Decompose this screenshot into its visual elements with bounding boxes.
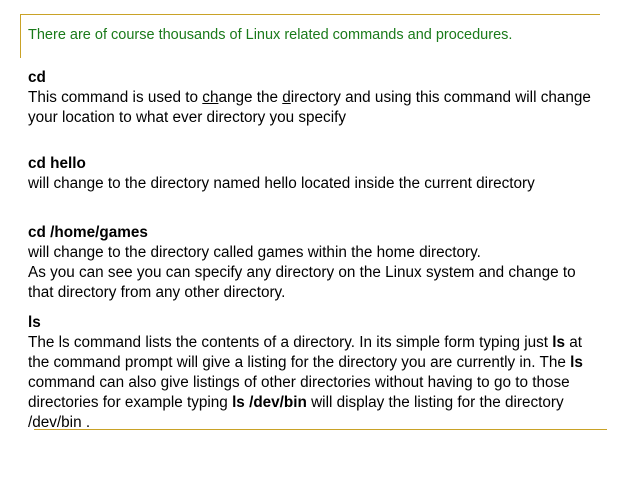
- text-run: at: [565, 334, 583, 351]
- command-heading: cd: [28, 69, 46, 86]
- text-run: your location to what ever directory you specify: [28, 109, 346, 126]
- description-line: [28, 283, 620, 303]
- bottom-rule: [34, 429, 607, 430]
- command-heading: ls: [28, 314, 41, 331]
- text-run: The ls command lists the contents of a directory. In its simple form typing just: [28, 334, 553, 351]
- command-heading: cd /home/games: [28, 224, 148, 241]
- text-run: command can also give listings of other directories without having to go to those: [28, 374, 570, 391]
- text-run: d: [282, 89, 291, 106]
- top-rule: [20, 14, 600, 15]
- left-rule: [20, 14, 21, 58]
- text-run: will change to the directory called games within the home directory.: [28, 244, 481, 261]
- description-line: [28, 353, 620, 373]
- text-run: This command is used to: [28, 89, 203, 106]
- text-run: irectory and using this command will change: [290, 89, 591, 106]
- text-run: the command prompt will give a listing for the directory you are currently in. The: [28, 354, 571, 371]
- section-cd: [28, 68, 620, 128]
- description-line: [28, 243, 620, 263]
- text-run: /dev/bin .: [28, 414, 91, 431]
- text-run: ch: [202, 89, 219, 106]
- description-line: [28, 373, 620, 393]
- text-run: directories for example typing: [28, 394, 233, 411]
- text-run: will change to the directory named hello located inside the current directory: [28, 175, 535, 192]
- description-line: [28, 333, 620, 353]
- inline-command: ls /dev/bin: [232, 394, 307, 411]
- description-line: [28, 174, 620, 194]
- description-line: [28, 88, 620, 108]
- description-line: [28, 263, 620, 283]
- section-ls: [28, 313, 620, 433]
- text-run: As you can see you can specify any directory on the Linux system and change to: [28, 264, 576, 281]
- command-heading: cd hello: [28, 155, 86, 172]
- description-line: [28, 108, 620, 128]
- intro-text: There are of course thousands of Linux related commands and procedures.: [28, 27, 513, 43]
- description-line: [28, 413, 620, 433]
- text-run: will display the listing for the directory: [306, 394, 564, 411]
- inline-command: ls: [552, 334, 566, 351]
- section-cd-home-games: [28, 223, 620, 303]
- inline-command: ls: [570, 354, 583, 371]
- text-run: that directory from any other directory.: [28, 284, 286, 301]
- text-run: ange the: [218, 89, 283, 106]
- description-line: [28, 393, 620, 413]
- section-cd-hello: [28, 154, 620, 194]
